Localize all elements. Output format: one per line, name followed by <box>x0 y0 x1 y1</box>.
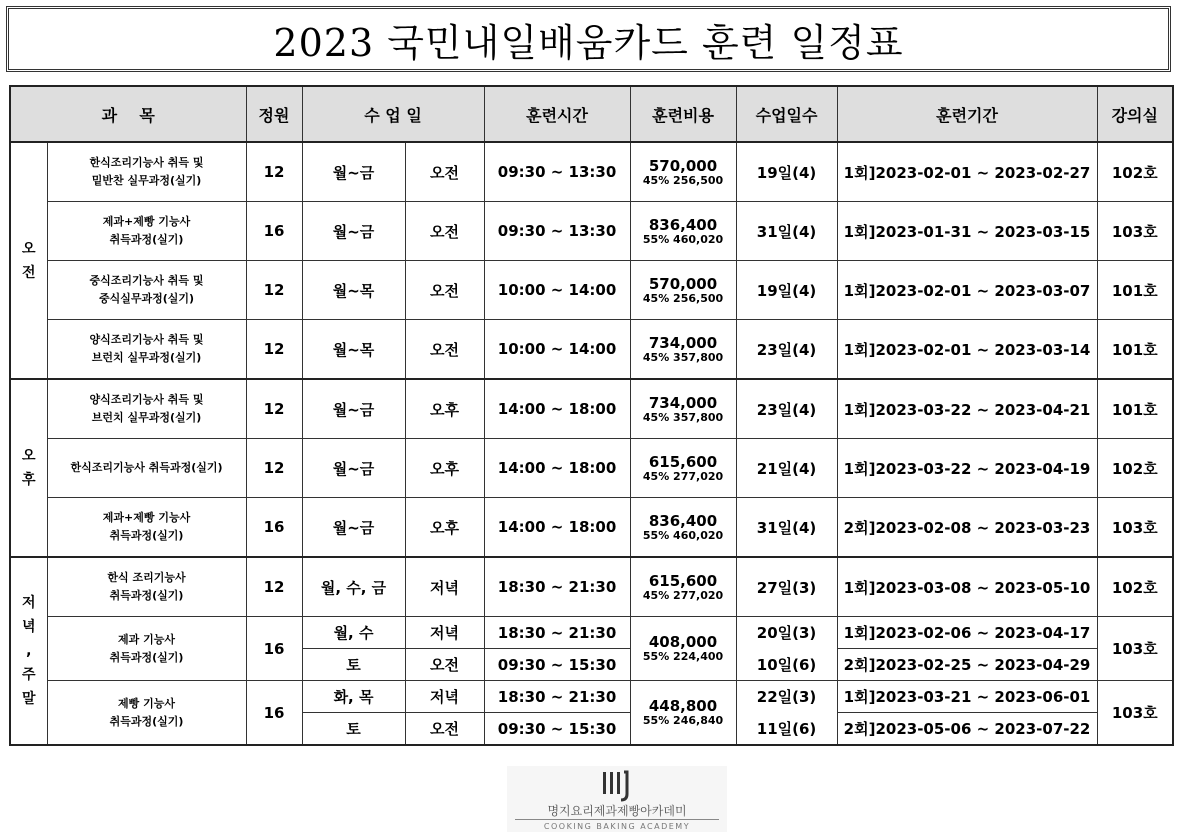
day-count-cell: 27일(3) <box>736 557 837 617</box>
capacity-cell: 12 <box>246 142 302 202</box>
time-cell: 10:00 ~ 14:00 <box>484 320 630 380</box>
session-cell: 오후 <box>405 498 484 558</box>
period-cell: 1회]2023-02-01 ~ 2023-03-07 <box>837 261 1097 320</box>
table-row <box>10 439 1173 498</box>
cost-cell: 448,800 55% 246,840 <box>630 681 736 746</box>
time-cell: 14:00 ~ 18:00 <box>484 439 630 498</box>
period-cell: 1회]2023-02-06 ~ 2023-04-17 <box>837 617 1097 649</box>
time-cell: 09:30 ~ 15:30 <box>484 713 630 746</box>
period-cell: 1회]2023-03-08 ~ 2023-05-10 <box>837 557 1097 617</box>
course-name: 한식 조리기능사 취득과정(실기) <box>47 557 246 617</box>
capacity-cell: 12 <box>246 261 302 320</box>
day-count-cell: 11일(6) <box>736 713 837 746</box>
class-days-cell: 월, 수, 금 <box>302 557 405 617</box>
table-row <box>10 379 1173 439</box>
session-cell: 오전 <box>405 713 484 746</box>
header-training-time: 훈련시간 <box>484 86 630 142</box>
logo-mark-icon <box>597 768 637 802</box>
cost-cell: 734,000 45% 357,800 <box>630 320 736 380</box>
time-cell: 14:00 ~ 18:00 <box>484 498 630 558</box>
room-cell: 103호 <box>1097 498 1173 558</box>
course-name: 양식조리기능사 취득 및 브런치 실무과정(실기) <box>47 379 246 439</box>
day-count-cell: 31일(4) <box>736 498 837 558</box>
class-days-cell: 월~목 <box>302 320 405 380</box>
time-cell: 18:30 ~ 21:30 <box>484 681 630 713</box>
cost-cell: 615,600 45% 277,020 <box>630 439 736 498</box>
class-days-cell: 토 <box>302 713 405 746</box>
capacity-cell: 12 <box>246 557 302 617</box>
period-cell: 1회]2023-03-21 ~ 2023-06-01 <box>837 681 1097 713</box>
header-class-days: 수 업 일 <box>302 86 484 142</box>
class-days-cell: 월~금 <box>302 142 405 202</box>
period-cell: 1회]2023-02-01 ~ 2023-03-14 <box>837 320 1097 380</box>
cost-cell: 570,000 45% 256,500 <box>630 261 736 320</box>
session-cell: 오전 <box>405 649 484 681</box>
session-cell: 저녁 <box>405 681 484 713</box>
period-cell: 1회]2023-03-22 ~ 2023-04-19 <box>837 439 1097 498</box>
period-cell: 1회]2023-02-01 ~ 2023-02-27 <box>837 142 1097 202</box>
room-cell: 101호 <box>1097 379 1173 439</box>
course-name: 제빵 기능사 취득과정(실기) <box>47 681 246 746</box>
class-days-cell: 월~금 <box>302 439 405 498</box>
table-row <box>10 261 1173 320</box>
academy-logo <box>507 766 727 832</box>
course-name: 한식조리기능사 취득 및 밑반찬 실무과정(실기) <box>47 142 246 202</box>
room-cell: 103호 <box>1097 617 1173 681</box>
time-cell: 09:30 ~ 15:30 <box>484 649 630 681</box>
class-days-cell: 월~금 <box>302 379 405 439</box>
session-cell: 오전 <box>405 261 484 320</box>
header-period: 훈련기간 <box>837 86 1097 142</box>
period-cell: 2회]2023-02-08 ~ 2023-03-23 <box>837 498 1097 558</box>
class-days-cell: 월~금 <box>302 202 405 261</box>
day-count-cell: 19일(4) <box>736 142 837 202</box>
session-cell: 오전 <box>405 320 484 380</box>
time-cell: 18:30 ~ 21:30 <box>484 557 630 617</box>
table-row <box>10 681 1173 713</box>
cost-cell: 836,400 55% 460,020 <box>630 498 736 558</box>
time-cell: 10:00 ~ 14:00 <box>484 261 630 320</box>
capacity-cell: 12 <box>246 439 302 498</box>
class-days-cell: 토 <box>302 649 405 681</box>
capacity-cell: 16 <box>246 617 302 681</box>
group-label-afternoon: 오 후 <box>10 379 47 557</box>
header-subject: 과 목 <box>10 86 246 142</box>
day-count-cell: 19일(4) <box>736 261 837 320</box>
table-row <box>10 617 1173 649</box>
class-days-cell: 화, 목 <box>302 681 405 713</box>
day-count-cell: 23일(4) <box>736 379 837 439</box>
room-cell: 103호 <box>1097 681 1173 746</box>
session-cell: 오전 <box>405 142 484 202</box>
day-count-cell: 21일(4) <box>736 439 837 498</box>
header-capacity: 정원 <box>246 86 302 142</box>
page-title: 2023 국민내일배움카드 훈련 일정표 <box>6 6 1171 72</box>
session-cell: 저녁 <box>405 617 484 649</box>
header-cost: 훈련비용 <box>630 86 736 142</box>
day-count-cell: 20일(3) <box>736 617 837 649</box>
period-cell: 2회]2023-02-25 ~ 2023-04-29 <box>837 649 1097 681</box>
course-name: 제과+제빵 기능사 취득과정(실기) <box>47 202 246 261</box>
class-days-cell: 월, 수 <box>302 617 405 649</box>
room-cell: 101호 <box>1097 261 1173 320</box>
day-count-cell: 10일(6) <box>736 649 837 681</box>
course-name: 제과+제빵 기능사 취득과정(실기) <box>47 498 246 558</box>
cost-cell: 734,000 45% 357,800 <box>630 379 736 439</box>
room-cell: 102호 <box>1097 439 1173 498</box>
table-row <box>10 202 1173 261</box>
table-header-row <box>10 86 1173 142</box>
logo-name-korean: 명지요리제과제빵아카데미 <box>515 804 719 820</box>
session-cell: 저녁 <box>405 557 484 617</box>
header-room: 강의실 <box>1097 86 1173 142</box>
class-days-cell: 월~금 <box>302 498 405 558</box>
room-cell: 102호 <box>1097 557 1173 617</box>
capacity-cell: 16 <box>246 498 302 558</box>
cost-cell: 570,000 45% 256,500 <box>630 142 736 202</box>
period-cell: 1회]2023-01-31 ~ 2023-03-15 <box>837 202 1097 261</box>
course-name: 양식조리기능사 취득 및 브런치 실무과정(실기) <box>47 320 246 380</box>
course-name: 한식조리기능사 취득과정(실기) <box>47 439 246 498</box>
schedule-table <box>9 85 1174 746</box>
course-name: 제과 기능사 취득과정(실기) <box>47 617 246 681</box>
cost-cell: 408,000 55% 224,400 <box>630 617 736 681</box>
time-cell: 14:00 ~ 18:00 <box>484 379 630 439</box>
room-cell: 102호 <box>1097 142 1173 202</box>
session-cell: 오전 <box>405 202 484 261</box>
class-days-cell: 월~목 <box>302 261 405 320</box>
time-cell: 09:30 ~ 13:30 <box>484 142 630 202</box>
capacity-cell: 16 <box>246 202 302 261</box>
day-count-cell: 22일(3) <box>736 681 837 713</box>
session-cell: 오후 <box>405 379 484 439</box>
cost-cell: 615,600 45% 277,020 <box>630 557 736 617</box>
capacity-cell: 12 <box>246 320 302 380</box>
group-label-evening-weekend: 저 녁 , 주 말 <box>10 557 47 745</box>
room-cell: 103호 <box>1097 202 1173 261</box>
cost-cell: 836,400 55% 460,020 <box>630 202 736 261</box>
course-name: 중식조리기능사 취득 및 중식실무과정(실기) <box>47 261 246 320</box>
table-row <box>10 320 1173 380</box>
header-days: 수업일수 <box>736 86 837 142</box>
time-cell: 18:30 ~ 21:30 <box>484 617 630 649</box>
period-cell: 1회]2023-03-22 ~ 2023-04-21 <box>837 379 1097 439</box>
table-row <box>10 557 1173 617</box>
day-count-cell: 31일(4) <box>736 202 837 261</box>
table-row <box>10 498 1173 558</box>
session-cell: 오후 <box>405 439 484 498</box>
table-row <box>10 142 1173 202</box>
logo-name-english: COOKING BAKING ACADEMY <box>543 822 691 831</box>
room-cell: 101호 <box>1097 320 1173 380</box>
day-count-cell: 23일(4) <box>736 320 837 380</box>
group-label-morning: 오 전 <box>10 142 47 379</box>
time-cell: 09:30 ~ 13:30 <box>484 202 630 261</box>
capacity-cell: 16 <box>246 681 302 746</box>
period-cell: 2회]2023-05-06 ~ 2023-07-22 <box>837 713 1097 746</box>
capacity-cell: 12 <box>246 379 302 439</box>
